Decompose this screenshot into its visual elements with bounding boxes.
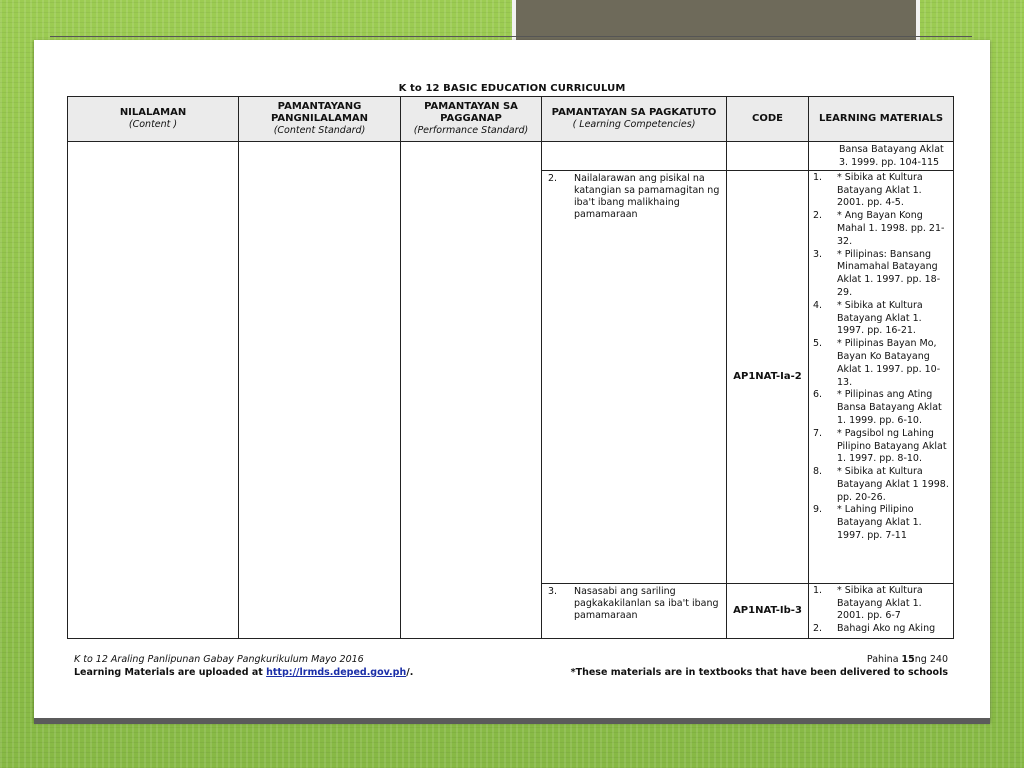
page-mid: ng (914, 654, 930, 665)
table-row (68, 142, 954, 171)
item-number: 8. (813, 466, 823, 478)
performance-standard-cell (401, 142, 542, 639)
lrmds-link[interactable]: http://lrmds.deped.gov.ph (266, 667, 407, 678)
item-number: 4. (813, 299, 823, 311)
page-indicator (571, 653, 948, 666)
textbook-note: *These materials are in textbooks that have been delivered to schools (570, 667, 948, 678)
item-number: 7. (813, 427, 823, 439)
list-item (813, 172, 951, 210)
content-standard-cell (239, 142, 401, 639)
item-text: * Sibika at Kultura Batayang Aklat 1 1998. pp. 20-26. (837, 466, 949, 503)
header-learning-materials-main: LEARNING MATERIALS (818, 113, 944, 125)
document-title: K to 12 BASIC EDUCATION CURRICULUM (398, 83, 626, 94)
slide-page (34, 40, 990, 722)
list-item (813, 300, 951, 338)
code-cell (727, 170, 809, 583)
competency-cell (542, 170, 727, 583)
list-item (813, 338, 951, 389)
header-learning-competencies (542, 97, 727, 142)
item-text: * Ang Bayan Kong Mahal 1. 1998. pp. 21-32. (837, 210, 945, 247)
footer-guide-title: K to 12 Araling Panlipunan Gabay Pangkurikulum Mayo 2016 (74, 654, 364, 665)
competency-cell-empty (542, 142, 727, 171)
header-content-standard (239, 97, 401, 142)
item-number: 3. (813, 248, 823, 260)
header-performance-standard-sub: (Performance Standard) (413, 125, 529, 137)
code-cell (727, 583, 809, 638)
header-learning-competencies-sub: ( Learning Competencies) (572, 119, 696, 131)
header-content-standard-sub: (Content Standard) (273, 125, 366, 137)
item-number: 2. (813, 210, 823, 222)
frame-line (50, 36, 972, 37)
materials-list (809, 584, 953, 636)
page-total: 240 (929, 654, 948, 665)
item-number: 1. (813, 584, 823, 596)
materials-cell (809, 583, 954, 638)
slide-bottom-bar (34, 718, 990, 724)
footer-upload-suffix: /. (406, 667, 414, 678)
header-content-sub: (Content ) (128, 119, 178, 131)
item-text: * Pilipinas Bayan Mo, Bayan Ko Batayang Aklat 1. 1997. pp. 10-13. (837, 338, 941, 388)
materials-cell (809, 142, 954, 171)
header-performance-standard-main: PAMANTAYAN SA PAGGANAP (424, 101, 518, 125)
item-number: 9. (813, 504, 823, 516)
header-performance-standard (401, 97, 542, 142)
header-learning-materials (809, 97, 954, 142)
page-prefix: Pahina (866, 654, 902, 665)
list-item (813, 389, 951, 427)
list-item (813, 249, 951, 300)
curriculum-table (67, 96, 954, 639)
footer-upload-prefix: Learning Materials are uploaded at (74, 667, 267, 678)
competency-text: Nasasabi ang sariling pagkakakilanlan sa iba't ibang pamamaraan (574, 585, 719, 621)
code-cell-empty (727, 142, 809, 171)
materials-cell (809, 170, 954, 583)
item-text: * Pilipinas ang Ating Bansa Batayang Aklat 1. 1999. pp. 6-10. (837, 389, 942, 426)
competency-number: 3. (548, 585, 558, 597)
continuation-material: Bansa Batayang Aklat 3. 1999. pp. 104-115 (839, 144, 944, 168)
header-code-main: CODE (752, 113, 783, 125)
item-number: 2. (813, 623, 823, 635)
list-item (813, 210, 951, 248)
header-learning-competencies-main: PAMANTAYAN SA PAGKATUTO (551, 107, 717, 119)
item-text: * Sibika at Kultura Batayang Aklat 1. 1997. pp. 16-21. (837, 299, 923, 337)
footer-right (571, 653, 948, 679)
header-content-standard-main: PAMANTAYANG PANGNILALAMAN (270, 101, 369, 125)
item-number: 1. (813, 171, 823, 183)
item-text: Bahagi Ako ng Aking (837, 623, 936, 635)
list-item (813, 428, 951, 466)
competency-text: Nailalarawan ang pisikal na katangian sa pamamagitan ng iba't ibang malikhaing pamamaraan (574, 172, 720, 220)
competency-code: AP1NAT-Ib-3 (733, 605, 802, 617)
item-number: 5. (813, 338, 823, 350)
competency-number: 2. (548, 172, 558, 184)
page-number: 15 (901, 654, 915, 665)
list-item (813, 466, 951, 504)
top-decor-panel (512, 0, 920, 40)
item-text: * Sibika at Kultura Batayang Aklat 1. 2001. pp. 6-7 (837, 584, 923, 622)
header-code (727, 97, 809, 142)
item-text: * Sibika at Kultura Batayang Aklat 1. 2001. pp. 4-5. (837, 171, 923, 209)
header-content-main: NILALAMAN (119, 107, 187, 119)
item-text: * Pilipinas: Bansang Minamahal Batayang Aklat 1. 1997. pp. 18-29. (837, 248, 941, 298)
item-text: * Lahing Pilipino Batayang Aklat 1. 1997. pp. 7-11 (837, 504, 922, 542)
header-content (68, 97, 239, 142)
list-item (813, 623, 951, 636)
item-number: 6. (813, 389, 823, 401)
materials-list (809, 171, 953, 543)
footer-left (74, 653, 413, 679)
list-item (813, 504, 951, 542)
footer-upload-note (74, 666, 413, 679)
table-header-row (68, 97, 954, 142)
item-text: * Pagsibol ng Lahing Pilipino Batayang Aklat 1. 1997. pp. 8-10. (837, 427, 947, 465)
list-item (813, 585, 951, 623)
competency-cell (542, 583, 727, 638)
competency-code: AP1NAT-Ia-2 (733, 371, 802, 383)
content-cell (68, 142, 239, 639)
